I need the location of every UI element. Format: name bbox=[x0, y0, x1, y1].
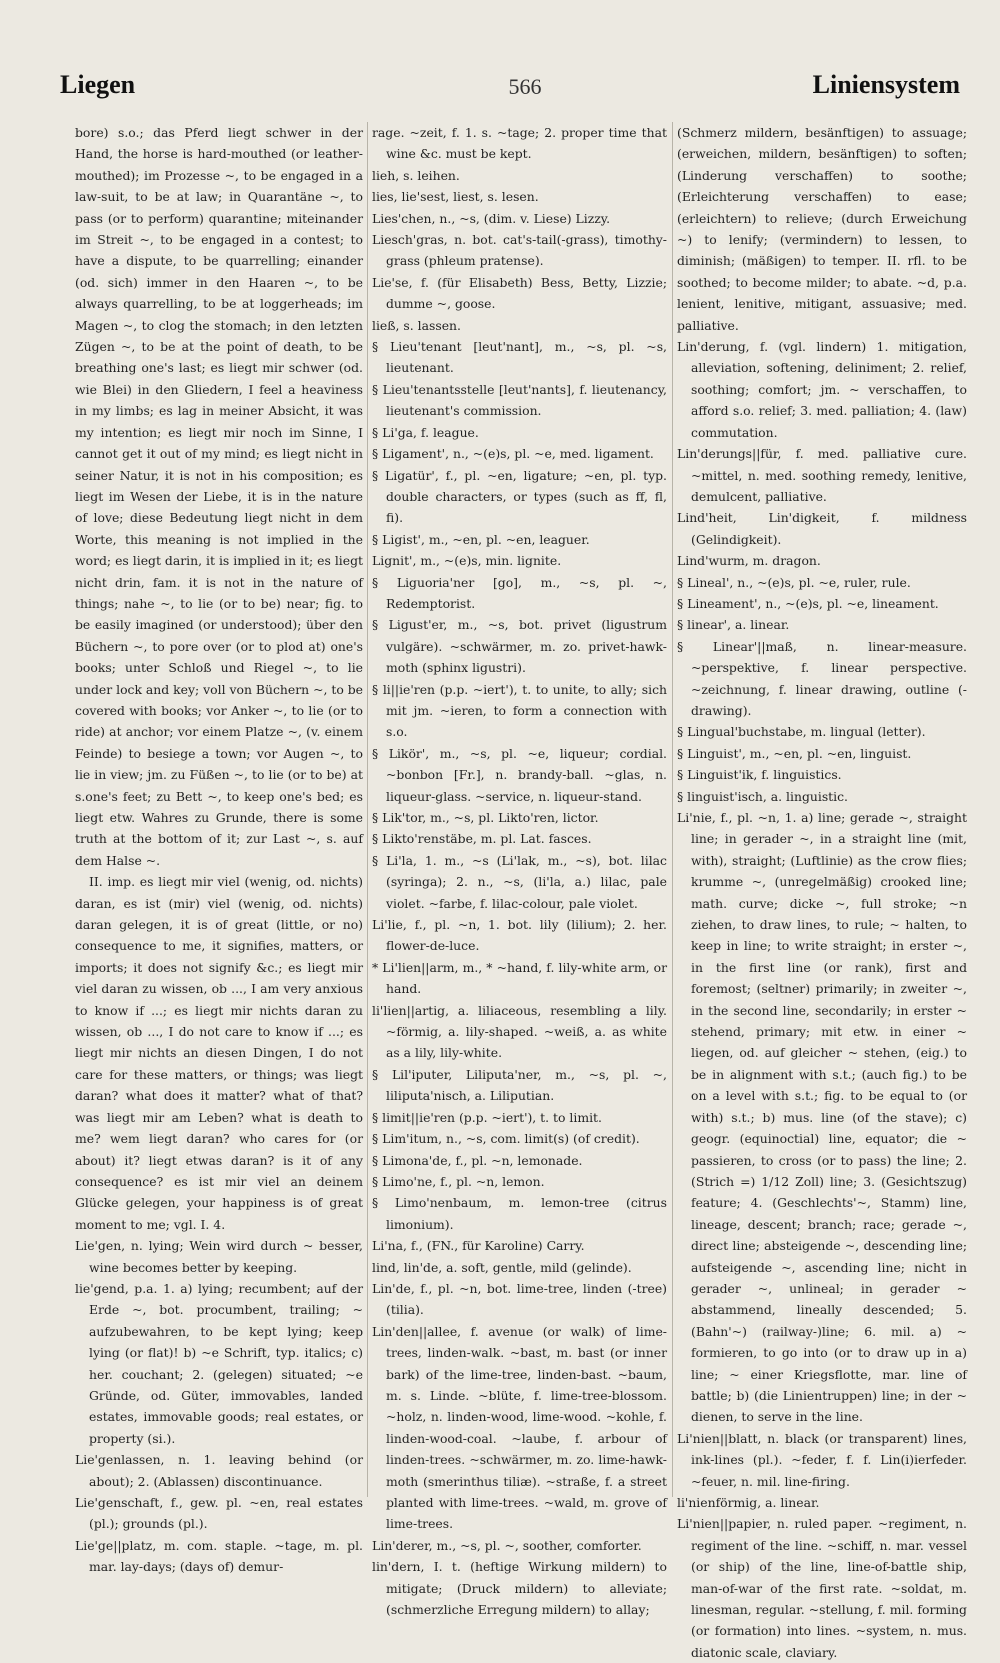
dictionary-entry: Lie'gen, n. lying; Wein wird durch ~ besser, wine becomes better by keeping. bbox=[75, 1238, 363, 1275]
dictionary-entry: Li'nie, f., pl. ~n, 1. a) line; gerade ~, straight line; in gerader ~, in a straight line (mit, with), straight; (Luftlinie) as the crow flies; krumme ~, (unregelmäßig) crooked line; math. curve; dicke ~, full stroke; ~n ziehen, to draw lines, to rule; ~ halten, to keep in line; to write straight; in erster ~, in the first line (or rank), first and foremost; (seltner) primarily; in zweiter ~, in the second line, secondarily; in erster ~ stehend, primary; mit etw. in einer ~ liegen, od. auf gleicher ~ stehen, (eig.) to be in alignment with s.t.; (auch fig.) to be on a level with s.t.; fig. to be equal to (or with) s.t.; b) mus. line (of the stave); c) geogr. (equinoctial) line, equator; die ~ passieren, to cross (or to pass) the line; 2. (Strich =) 1/12 Zoll) line; 3. (Gesichtszug) feature; 4. (Geschlechts'~, Stamm) line, lineage, descent; branch; race; gerade ~, direct line; absteigende ~, descending line; aufsteigende ~, ascending line; nicht in gerader ~, unlineal; in gerader ~ abstammend, lineally descended; 5. (Bahn'~) (railway-)line; 6. mil. a) ~ formieren, to go into (or to draw up in a) line; ~ einer Kriegsflotte, mar. line of battle; b) (die Linientruppen) line; in der ~ dienen, to serve in the line. bbox=[677, 810, 967, 1425]
dictionary-entry: lieh, s. leihen. bbox=[372, 167, 460, 183]
dictionary-entry: § limit||ie'ren (p.p. ~iert'), t. to limit. bbox=[372, 1109, 602, 1125]
running-head-left: Liegen bbox=[60, 70, 136, 99]
column-divider bbox=[367, 122, 368, 1497]
dictionary-entry: Li'na, f., (FN., für Karoline) Carry. bbox=[372, 1238, 585, 1254]
dictionary-entry: Lind'heit, Lin'digkeit, f. mildness (Gelindigkeit). bbox=[677, 510, 967, 547]
running-head-right: Liniensystem bbox=[812, 70, 960, 99]
dictionary-entry: § Limo'nenbaum, m. lemon-tree (citrus limonium). bbox=[372, 1195, 667, 1232]
dictionary-entry: § Lim'itum, n., ~s, com. limit(s) (of credit). bbox=[372, 1131, 640, 1147]
dictionary-entry: § Lineament', n., ~(e)s, pl. ~e, lineament. bbox=[677, 595, 939, 611]
dictionary-entry: lin'dern, I. t. (heftige Wirkung mildern) to mitigate; (Druck mildern) to alleviate; (schmerzliche Erregung mildern) to allay; bbox=[372, 1559, 667, 1618]
dictionary-entry: Lignit', m., ~(e)s, min. lignite. bbox=[372, 553, 562, 569]
dictionary-entry: § Lineal', n., ~(e)s, pl. ~e, ruler, rule. bbox=[677, 574, 911, 590]
dictionary-entry: § Li'ga, f. league. bbox=[372, 424, 479, 440]
dictionary-entry: § Li'la, 1. m., ~s (Li'lak, m., ~s), bot. lilac (syringa); 2. n., ~s, (li'la, a.) lilac, pale violet. ~farbe, f. lilac-colour, pale violet. bbox=[372, 852, 667, 911]
dictionary-entry: Lind'wurm, m. dragon. bbox=[677, 553, 821, 569]
dictionary-entry: § Lingual'buchstabe, m. lingual (letter). bbox=[677, 724, 926, 740]
entry-text: bore) s.o.; das Pferd liegt schwer in der Hand, the horse is hard-mouthed (or leather-mouthed); im Prozesse ~, to be engaged in a law-suit, to be at law; in Quarantäne ~, to pass (or to perform) quarantine; miteinander im Streit ~, to be engaged in a contest; to have a dispute, to be quarrelling; einander (od. sich) immer in den Haaren ~, to be always quarrelling, to be at loggerheads; im Magen ~, to clog the stomach; in den letzten Zügen ~, to be at the point of death, to be breathing one's last; es liegt mir schwer (od. wie Blei) in den Gliedern, I feel a heaviness in my limbs; es lag in meiner Absicht, it was my intention; es liegt mir noch im Sinne, I cannot get it out of my mind; es liegt nicht in seiner Natur, it is not in his composition; es liegt im Wesen der Liebe, it is in the nature of love; diese Bedeutung liegt nicht in dem Worte, this meaning is not implied in the word; es liegt darin, it is implied in it; es liegt nicht drin, fam. it is not in the nature of things; nahe ~, to lie (or to be) near; fig. to be easily imagined (or understood); über den Büchern ~, to pore over (or to plod at) one's books; unter Schloß und Riegel ~, to lie under lock and key; voll von Büchern ~, to be covered with books; vor Anker ~, to lie (or to ride) at anchor; vor einem Platze ~, (v. einem Feinde) to besiege a town; vor Augen ~, to lie in view; jm. zu Füßen ~, to lie (or to be) at s.one's feet; zu Bett ~, to keep one's bed; es liegt etw. Wahres zu Grunde, there is some truth at the bottom of it; zur Last ~, s. auf dem Halse ~. bbox=[75, 125, 363, 868]
column-3 bbox=[677, 122, 967, 1660]
dictionary-entry: § Lik'tor, m., ~s, pl. Likto'ren, lictor. bbox=[372, 810, 599, 825]
page-number: 566 bbox=[508, 74, 542, 99]
dictionary-entry: § Ligist', m., ~en, pl. ~en, leaguer. bbox=[372, 531, 590, 547]
dictionary-entry: § Lil'iputer, Liliputa'ner, m., ~s, pl. ~, liliputa'nisch, a. Liliputian. bbox=[372, 1066, 667, 1104]
dictionary-entry: § Limona'de, f., pl. ~n, lemonade. bbox=[372, 1152, 583, 1168]
dictionary-entry: § Linear'||maß, n. linear-measure. ~perspektive, f. linear perspective. ~zeichnung, f. linear drawing, outline (-drawing). bbox=[677, 638, 967, 718]
column-divider bbox=[672, 122, 673, 1497]
column-2 bbox=[372, 122, 667, 1618]
dictionary-entry: § Likto'renstäbe, m. pl. Lat. fasces. bbox=[372, 831, 592, 847]
column-1 bbox=[75, 122, 363, 1575]
dictionary-entry: § Lieu'tenant [leut'nant], m., ~s, pl. ~s, lieutenant. bbox=[372, 339, 667, 376]
dictionary-entry: Li'nien||papier, n. ruled paper. ~regiment, n. regiment of the line. ~schiff, n. mar. vessel (or ship) of the line, line-of-battle ship, man-of-war of the first rate. ~soldat, m. linesman, regular. ~stellung, f. mil. forming (or formation) into lines. ~system, n. mus. diatonic scale, claviary. bbox=[677, 1516, 967, 1660]
dictionary-entry: § Likör', m., ~s, pl. ~e, liqueur; cordial. ~bonbon [Fr.], n. brandy-ball. ~glas, n. liqueur-glass. ~service, n. liqueur-stand. bbox=[372, 745, 667, 804]
dictionary-entry: Lie'genlassen, n. 1. leaving behind (or about); 2. (Ablassen) discontinuance. bbox=[75, 1452, 363, 1489]
dictionary-entry: rage. ~zeit, f. 1. s. ~tage; 2. proper time that wine &c. must be kept. bbox=[372, 125, 667, 162]
dictionary-entry: Lin'derer, m., ~s, pl. ~, soother, comforter. bbox=[372, 1537, 642, 1553]
dictionary-entry: § Limo'ne, f., pl. ~n, lemon. bbox=[372, 1173, 545, 1189]
dictionary-entry: Li'lie, f., pl. ~n, 1. bot. lily (lilium); 2. her. flower-de-luce. bbox=[372, 917, 667, 954]
dictionary-entry: Lin'de, f., pl. ~n, bot. lime-tree, linden (-tree) (tilia). bbox=[372, 1280, 667, 1318]
dictionary-entry: § Ligatür', f., pl. ~en, ligature; ~en, pl. typ. double characters, or types (such as ff, fl, fi). bbox=[372, 467, 667, 526]
dictionary-entry: § li||ie'ren (p.p. ~iert'), t. to unite, to ally; sich mit jm. ~ieren, to form a connection with s.o. bbox=[372, 681, 667, 740]
dictionary-entry: § Liguoria'ner [go], m., ~s, pl. ~, Redemptorist. bbox=[372, 574, 667, 611]
dictionary-entry: lind, lin'de, a. soft, gentle, mild (gelinde). bbox=[372, 1259, 632, 1275]
dictionary-entry: Lin'den||allee, f. avenue (or walk) of lime-trees, linden-walk. ~bast, m. bast (or inner bark) of the lime-tree, linden-bast. ~baum, m. s. Linde. ~blüte, f. lime-tree-blossom. ~holz, n. linden-wood, lime-wood. ~kohle, f. linden-wood-coal. ~laube, f. arbour of linden-trees. ~schwärmer, m. zo. lime-hawk-moth (smerinthus tiliæ). ~straße, f. a street planted with lime-trees. ~wald, m. grove of lime-trees. bbox=[372, 1323, 667, 1532]
dictionary-entry: Lin'derung, f. (vgl. lindern) 1. mitigation, alleviation, softening, deliniment; 2. relief, soothing; comfort; jm. ~ verschaffen, to afford s.o. relief; 3. med. palliation; 4. (law) commutation. bbox=[677, 339, 967, 440]
dictionary-entry: § Linguist'ik, f. linguistics. bbox=[677, 767, 842, 783]
dictionary-entry: li'nienförmig, a. linear. bbox=[677, 1495, 820, 1510]
dictionary-entry: * Li'lien||arm, m., * ~hand, f. lily-white arm, or hand. bbox=[372, 959, 667, 997]
dictionary-entry: Lie'se, f. (für Elisabeth) Bess, Betty, Lizzie; dumme ~, goose. bbox=[372, 274, 667, 312]
dictionary-entry: § Linguist', m., ~en, pl. ~en, linguist. bbox=[677, 745, 912, 761]
dictionary-entry: ließ, s. lassen. bbox=[372, 317, 461, 333]
dictionary-entry: Lin'derungs||für, f. med. palliative cure. ~mittel, n. med. soothing remedy, lenitive, demulcent, palliative. bbox=[677, 446, 967, 504]
dictionary-entry: Lie'genschaft, f., gew. pl. ~en, real estates (pl.); grounds (pl.). bbox=[75, 1495, 363, 1532]
dictionary-entry: Li'nien||blatt, n. black (or transparent) lines, ink-lines (pl.). ~feder, f. f. Lin(i)ierfeder. ~feuer, n. mil. line-firing. bbox=[677, 1430, 967, 1489]
entry-text: (Schmerz mildern, besänftigen) to assuage; (erweichen, mildern, besänftigen) to soften; (Linderung verschaffen) to soothe; (Erleichterung verschaffen) to ease; (erleichtern) to relieve; (durch Erweichung ~) to lenify; (vermindern) to lessen, to diminish; (mäßigen) to temper. II. rfl. to be soothed; to become milder; to abate. ~d, p.a. lenient, lenitive, mitigant, assuasive; med. palliative. bbox=[677, 125, 967, 333]
dictionary-entry: lie'gend, p.a. 1. a) lying; recumbent; auf der Erde ~, bot. procumbent, trailing; ~ aufzubewahren, to be kept lying; keep lying (or flat)! b) ~e Schrift, typ. italics; c) her. couchant; 2. (gelegen) situated; ~e Gründe, od. Güter, immovables, landed estates, immovable goods; real estates, or property (si.). bbox=[75, 1280, 363, 1446]
dictionary-entry: § Ligust'er, m., ~s, bot. privet (ligustrum vulgäre). ~schwärmer, m. zo. privet-hawk-moth (sphinx ligustri). bbox=[372, 617, 667, 676]
dictionary-entry: § linguist'isch, a. linguistic. bbox=[677, 788, 849, 804]
dictionary-entry: Liesch'gras, n. bot. cat's-tail(-grass), timothy-grass (phleum pratense). bbox=[372, 232, 667, 269]
dictionary-entry: lies, lie'sest, liest, s. lesen. bbox=[372, 189, 539, 205]
dictionary-entry: Lie'ge||platz, m. com. staple. ~tage, m. pl. mar. lay-days; (days of) demur- bbox=[75, 1537, 363, 1575]
dictionary-entry: § Lieu'tenantsstelle [leut'nants], f. lieutenancy, lieutenant's commission. bbox=[372, 381, 667, 419]
dictionary-entry: § Ligament', n., ~(e)s, pl. ~e, med. ligament. bbox=[372, 446, 654, 462]
dictionary-entry: li'lien||artig, a. liliaceous, resembling a lily. ~förmig, a. lily-shaped. ~weiß, a. as white as a lily, lily-white. bbox=[372, 1002, 667, 1061]
dictionary-entry: § linear', a. linear. bbox=[677, 617, 790, 633]
dictionary-entry: Lies'chen, n., ~s, (dim. v. Liese) Lizzy. bbox=[372, 210, 611, 226]
entry-text: II. imp. es liegt mir viel (wenig, od. nichts) daran, es ist (mir) viel (wenig, od. nichts) daran gelegen, it is of great (little, or no) consequence to me, it signifies, matters, or imports; it does not signify &c.; es liegt mir viel daran zu wissen, ob ..., I am very anxious to know if ...; es liegt mir nichts daran zu wissen, ob ..., I do not care to know if ...; es liegt mir nichts an diesen Dingen, I do not care for these matters, or things; was liegt daran? what does it matter? what of that? was liegt mir am Leben? what is death to me? wem liegt daran? who cares for (or about) it? liegt etwas daran? is it of any consequence? es ist mir viel an deinem Glücke gelegen, your happiness is of great moment to me; vgl. I. 4. bbox=[75, 874, 363, 1232]
